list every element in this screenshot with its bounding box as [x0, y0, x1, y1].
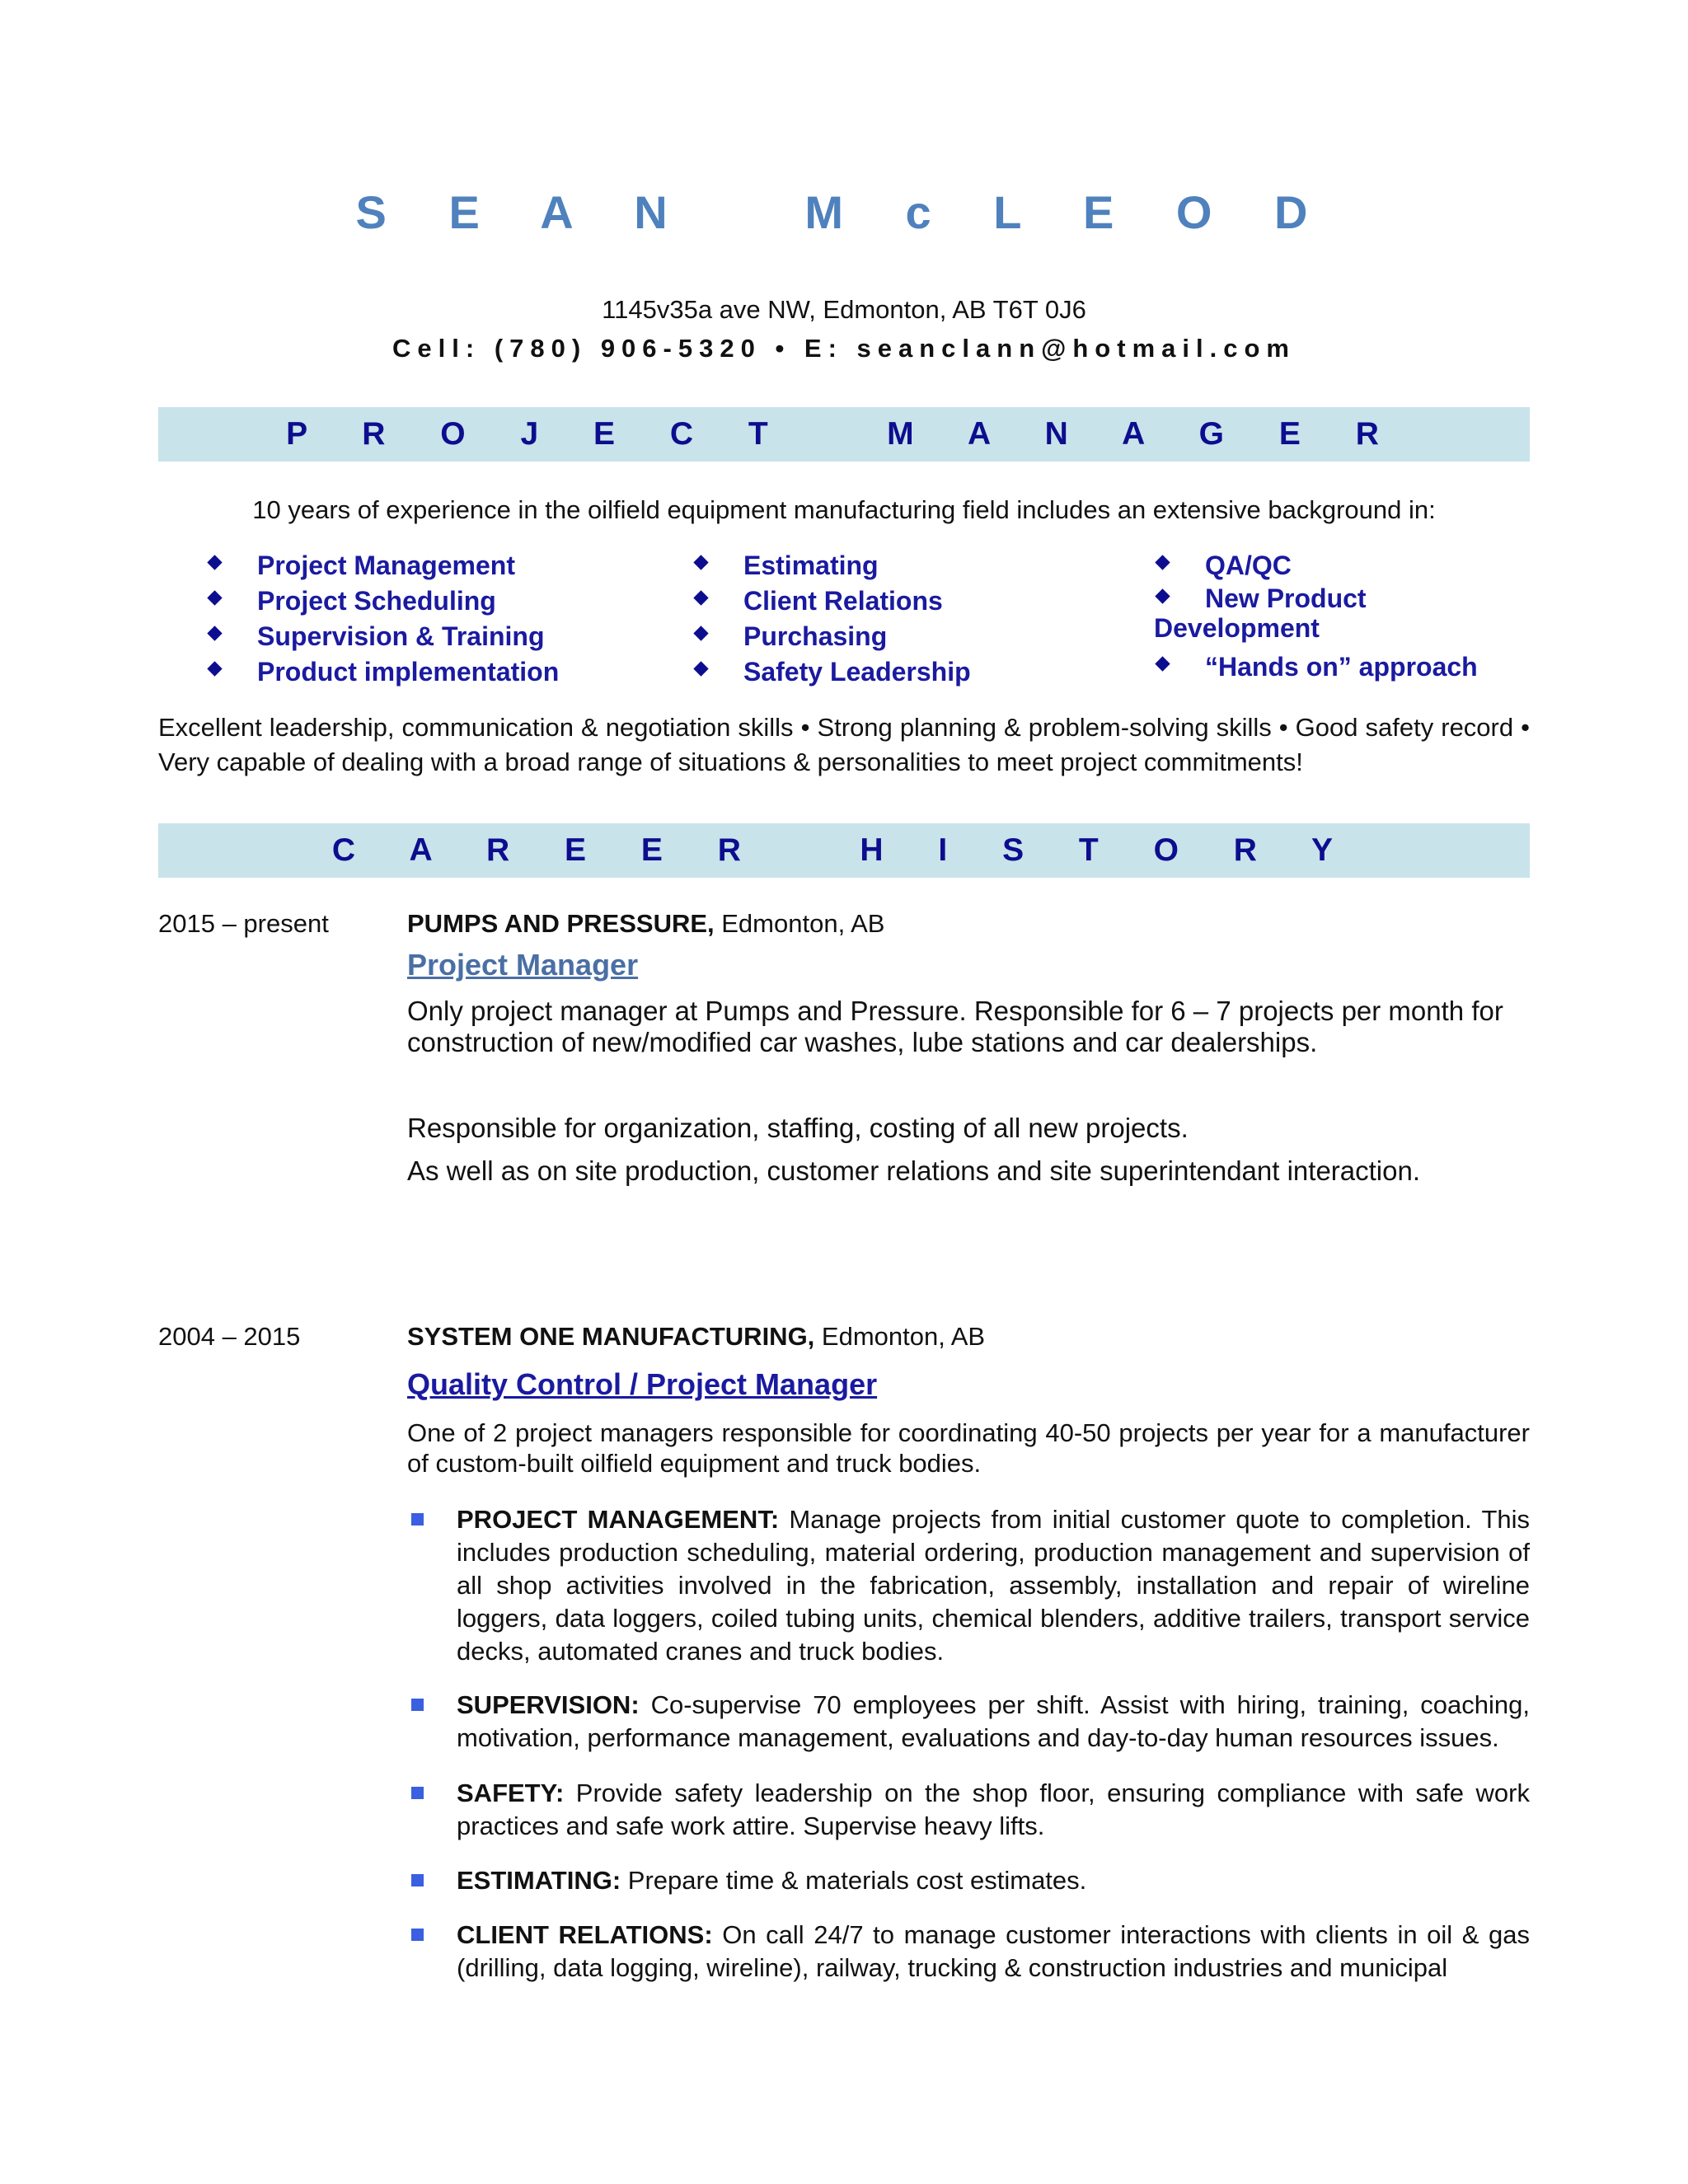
profile-banner: P R O J E C T M A N A G E R — [158, 407, 1530, 462]
summary-text: Excellent leadership, communication & negotiation skills • Strong planning & problem-solving skills • Good safety record • Very capable of dealing with a broad range of situations & personalities to meet project commitments! — [158, 713, 1530, 776]
job-company: SYSTEM ONE MANUFACTURING, Edmonton, AB — [407, 1322, 986, 1351]
square-bullet-icon — [411, 1699, 424, 1711]
diamond-bullet-icon — [207, 661, 222, 676]
responsibility-item: ESTIMATING: Prepare time & materials cost estimates. — [407, 1864, 1530, 1897]
skill-item: Supervision & Training — [206, 619, 668, 654]
responsibility-item: SUPERVISION: Co-supervise 70 employees per shift. Assist with hiring, training, coaching, motivation, performance management, evaluations and day-to-day human resources issues. — [407, 1689, 1530, 1755]
candidate-name: S E A N M c L E O D — [355, 186, 1333, 238]
skill-item: Purchasing — [692, 619, 1121, 654]
skill-item: “Hands on” approach — [1154, 649, 1500, 685]
contact-line: Cell: (780) 906-5320 • E: seanclann@hotmail.com — [392, 334, 1296, 363]
square-bullet-icon — [411, 1787, 424, 1799]
skill-item: New Product Development — [1154, 583, 1367, 643]
job-dates: 2004 – 2015 — [158, 1322, 301, 1351]
address: 1145v35a ave NW, Edmonton, AB T6T 0J6 — [602, 295, 1086, 324]
job-description: Only project manager at Pumps and Pressure. Responsible for 6 – 7 projects per month for construction of new/modified car washes, lube stations and car dealerships. — [407, 996, 1503, 1057]
diamond-bullet-icon — [207, 590, 222, 605]
diamond-bullet-icon — [693, 590, 708, 605]
diamond-bullet-icon — [693, 555, 708, 569]
diamond-bullet-icon — [1155, 555, 1170, 569]
diamond-bullet-icon — [693, 661, 708, 676]
intro-text: 10 years of experience in the oilfield equipment manufacturing field includes an extensive background in: — [252, 495, 1436, 524]
skill-item: Project Scheduling — [206, 583, 668, 619]
skill-item: QA/QC — [1154, 548, 1500, 583]
job-role[interactable]: Project Manager — [407, 948, 639, 982]
responsibility-item: PROJECT MANAGEMENT: Manage projects from initial customer quote to completion. This includes production scheduling, material ordering, production management and supervision of all shop activities involved in the fabrication, assembly, installation and repair of wireline loggers, data loggers, coiled tubing units, chemical blenders, additive trailers, transport service decks, automated cranes and truck bodies. — [407, 1503, 1530, 1668]
skills-column-3 — [1154, 548, 1500, 685]
diamond-bullet-icon — [1155, 588, 1170, 603]
diamond-bullet-icon — [693, 626, 708, 640]
square-bullet-icon — [411, 1513, 424, 1526]
square-bullet-icon — [411, 1874, 424, 1886]
responsibility-item: CLIENT RELATIONS: On call 24/7 to manage customer interactions with clients in oil & gas (drilling, data logging, wireline), railway, trucking & construction industries and municipal — [407, 1919, 1530, 1985]
diamond-bullet-icon — [207, 555, 222, 569]
skill-item: Project Management — [206, 548, 668, 583]
skill-item: Safety Leadership — [692, 654, 1121, 690]
skill-item: Product implementation — [206, 654, 668, 690]
job-dates: 2015 – present — [158, 909, 329, 938]
job-description: Responsible for organization, staffing, costing of all new projects. — [407, 1113, 1189, 1143]
responsibility-item: SAFETY: Provide safety leadership on the shop floor, ensuring compliance with safe work practices and safe work attire. Supervise heavy lifts. — [407, 1777, 1530, 1843]
skill-item: Client Relations — [692, 583, 1121, 619]
diamond-bullet-icon — [207, 626, 222, 640]
square-bullet-icon — [411, 1929, 424, 1941]
career-banner: C A R E E R H I S T O R Y — [158, 823, 1530, 878]
job-role[interactable]: Quality Control / Project Manager — [407, 1367, 878, 1401]
job-company: PUMPS AND PRESSURE, Edmonton, AB — [407, 909, 885, 938]
diamond-bullet-icon — [1155, 656, 1170, 671]
skill-item: Estimating — [692, 548, 1121, 583]
job-description: One of 2 project managers responsible for coordinating 40-50 projects per year for a manufacturer of custom-built oilfield equipment and truck bodies. — [407, 1418, 1530, 1478]
job-description: As well as on site production, customer relations and site superintendant interaction. — [407, 1155, 1421, 1186]
skills-column-2 — [692, 548, 1121, 690]
skills-column-1 — [206, 548, 668, 690]
